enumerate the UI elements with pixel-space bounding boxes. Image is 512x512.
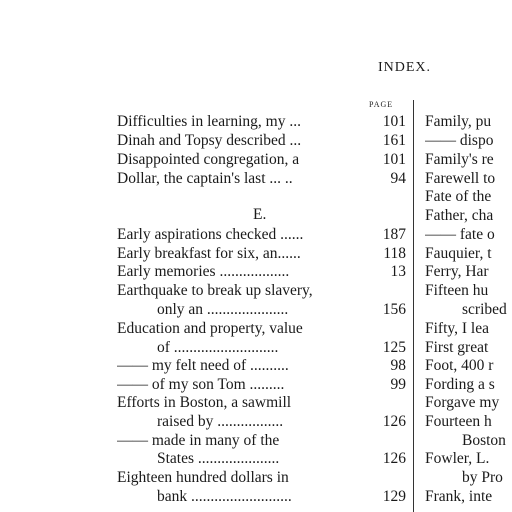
- index-entry-continuation: States .....................: [157, 450, 280, 467]
- page-title: INDEX.: [378, 60, 432, 75]
- index-subentry: —— of my son Tom .........: [117, 376, 285, 393]
- right-index-entry: Foot, 400 r: [425, 357, 494, 374]
- right-index-entry: Family's re: [425, 151, 494, 168]
- right-index-entry: Forgave my: [425, 394, 500, 411]
- right-index-entry: Father, cha: [425, 207, 494, 224]
- page-number: 118: [383, 245, 406, 262]
- index-entry-continuation: of ...........................: [157, 339, 279, 356]
- right-index-entry-continuation: Boston: [462, 432, 506, 449]
- right-index-entry-continuation: by Pro: [462, 469, 503, 486]
- right-index-entry: Fifteen hu: [425, 282, 489, 299]
- index-entry: Dinah and Topsy described ...: [117, 132, 302, 149]
- page-number: 129: [382, 488, 406, 505]
- index-entry: Early breakfast for six, an......: [117, 245, 301, 262]
- index-entry: Early memories ..................: [117, 263, 290, 280]
- right-index-entry-continuation: scribed: [462, 301, 507, 318]
- right-index-entry: Frank, inte: [425, 488, 493, 505]
- page-number: 156: [382, 301, 406, 318]
- index-entry: Difficulties in learning, my ...: [117, 113, 301, 130]
- index-entry-continuation: raised by .................: [157, 413, 284, 430]
- right-index-entry: Farewell to: [425, 170, 496, 187]
- page-number: 101: [382, 151, 406, 168]
- right-index-entry: Fourteen h: [425, 413, 492, 430]
- page-number: 98: [390, 357, 406, 374]
- page-column-label: PAGE: [369, 100, 394, 109]
- index-entry: Earthquake to break up slavery,: [117, 282, 313, 299]
- index-entry: Eighteen hundred dollars in: [117, 469, 289, 486]
- index-entry-continuation: bank ..........................: [157, 488, 292, 505]
- right-index-entry: Fifty, I lea: [425, 320, 489, 337]
- page-number: 94: [390, 170, 406, 187]
- right-index-entry: Ferry, Har: [425, 263, 489, 280]
- right-index-entry: Family, pu: [425, 113, 492, 130]
- right-index-entry: —— dispo: [425, 132, 494, 149]
- right-index-entry: Fowler, L.: [425, 450, 490, 467]
- page-number: 161: [382, 132, 406, 149]
- page-number: 187: [382, 226, 406, 243]
- index-entry: Early aspirations checked ......: [117, 226, 304, 243]
- page-number: 126: [382, 413, 406, 430]
- page-number: 125: [382, 339, 406, 356]
- right-index-entry: Fate of the: [425, 188, 492, 205]
- right-index-entry: First great: [425, 339, 489, 356]
- page-number: 101: [382, 113, 406, 130]
- page-number: 126: [382, 450, 406, 467]
- index-entry: Disappointed congregation, a: [117, 151, 300, 168]
- index-entry: Education and property, value: [117, 320, 303, 337]
- index-entry-continuation: only an .....................: [157, 301, 289, 318]
- index-subentry: —— made in many of the: [117, 432, 280, 449]
- page-number: 99: [390, 376, 406, 393]
- section-letter: E.: [253, 206, 267, 223]
- right-index-entry: Fording a s: [425, 376, 495, 393]
- index-subentry: —— my felt need of ..........: [117, 357, 289, 374]
- right-index-entry: Fauquier, t: [425, 245, 492, 262]
- index-entry: Efforts in Boston, a sawmill: [117, 394, 292, 411]
- right-index-entry: —— fate o: [425, 226, 495, 243]
- page-number: 13: [390, 263, 406, 280]
- index-entry: Dollar, the captain's last ... ..: [117, 170, 293, 187]
